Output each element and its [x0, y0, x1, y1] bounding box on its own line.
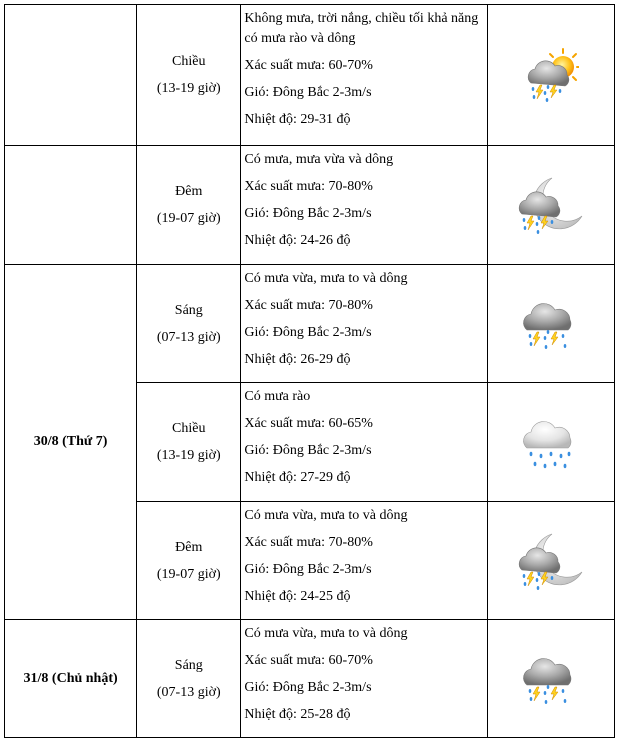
temperature-text: Nhiệt độ: 24-26 độ	[244, 233, 351, 248]
forecast-table	[4, 4, 615, 738]
period-cell	[137, 146, 241, 265]
forecast-description	[241, 5, 487, 146]
wind-text: Gió: Đông Bắc 2-3m/s	[244, 85, 372, 100]
forecast-row	[5, 5, 615, 146]
condition-text: Có mưa rào	[244, 389, 311, 404]
period-label: Đêm	[175, 184, 203, 199]
wind-text: Gió: Đông Bắc 2-3m/s	[244, 443, 372, 458]
cloud-thunderstorm-icon	[521, 649, 581, 709]
condition-text: Có mưa vừa, mưa to và dông	[244, 271, 408, 286]
cloud-thunderstorm-icon	[521, 294, 581, 354]
period-hours: (07-13 giờ)	[156, 329, 221, 345]
forecast-row	[5, 146, 615, 265]
period-hours: (13-19 giờ)	[156, 81, 221, 96]
rain-probability: Xác suất mưa: 60-65%	[244, 416, 373, 431]
period-label: Chiều	[172, 421, 206, 436]
period-cell	[137, 383, 241, 502]
condition-text: Có mưa, mưa vừa và dông	[244, 152, 394, 167]
weather-icon-cell	[487, 5, 614, 146]
forecast-description	[241, 502, 487, 620]
date-cell: 31/8 (Chủ nhật)	[5, 620, 137, 738]
period-hours: (19-07 giờ)	[156, 211, 221, 226]
rain-probability: Xác suất mưa: 70-80%	[244, 179, 373, 194]
forecast-description	[241, 620, 487, 738]
condition-text: Có mưa vừa, mưa to và dông	[244, 508, 408, 523]
cloud-rain-icon	[521, 412, 581, 472]
period-hours: (13-19 giờ)	[156, 448, 221, 463]
date-cell-continued	[5, 146, 137, 265]
forecast-row	[5, 265, 615, 383]
period-cell	[137, 5, 241, 146]
temperature-text: Nhiệt độ: 29-31 độ	[244, 112, 351, 127]
condition-text: Không mưa, trời nắng, chiều tối khả năng có mưa rào và dông	[244, 11, 479, 46]
forecast-description	[241, 383, 487, 502]
wind-text: Gió: Đông Bắc 2-3m/s	[244, 325, 372, 340]
forecast-description	[241, 265, 487, 383]
rain-probability: Xác suất mưa: 70-80%	[244, 535, 373, 550]
sun-cloud-thunderstorm-icon	[523, 47, 579, 103]
forecast-row	[5, 620, 615, 738]
period-hours: (07-13 giờ)	[156, 684, 221, 700]
weather-icon-cell	[487, 146, 614, 265]
wind-text: Gió: Đông Bắc 2-3m/s	[244, 562, 372, 577]
moon-cloud-thunderstorm-icon	[516, 174, 586, 236]
period-label: Sáng	[174, 657, 203, 673]
date-cell-continued	[5, 5, 137, 146]
condition-text: Có mưa vừa, mưa to và dông	[244, 626, 408, 641]
weather-icon-cell	[487, 383, 614, 502]
period-cell	[137, 620, 241, 738]
rain-probability: Xác suất mưa: 70-80%	[244, 298, 373, 313]
temperature-text: Nhiệt độ: 24-25 độ	[244, 589, 351, 604]
period-label: Đêm	[175, 539, 203, 555]
date-cell: 30/8 (Thứ 7)	[5, 265, 137, 620]
period-hours: (19-07 giờ)	[156, 566, 221, 582]
forecast-description	[241, 146, 487, 265]
weather-icon-cell	[487, 265, 614, 383]
period-cell	[137, 502, 241, 620]
weather-icon-cell	[487, 620, 614, 738]
period-label: Chiều	[172, 54, 206, 69]
temperature-text: Nhiệt độ: 26-29 độ	[244, 352, 351, 367]
period-label: Sáng	[174, 302, 203, 318]
temperature-text: Nhiệt độ: 27-29 độ	[244, 470, 351, 485]
wind-text: Gió: Đông Bắc 2-3m/s	[244, 206, 372, 221]
wind-text: Gió: Đông Bắc 2-3m/s	[244, 680, 372, 695]
weather-icon-cell	[487, 502, 614, 620]
temperature-text: Nhiệt độ: 25-28 độ	[244, 707, 351, 722]
rain-probability: Xác suất mưa: 60-70%	[244, 653, 373, 668]
moon-cloud-thunderstorm-icon	[516, 530, 586, 592]
rain-probability: Xác suất mưa: 60-70%	[244, 58, 373, 73]
period-cell	[137, 265, 241, 383]
